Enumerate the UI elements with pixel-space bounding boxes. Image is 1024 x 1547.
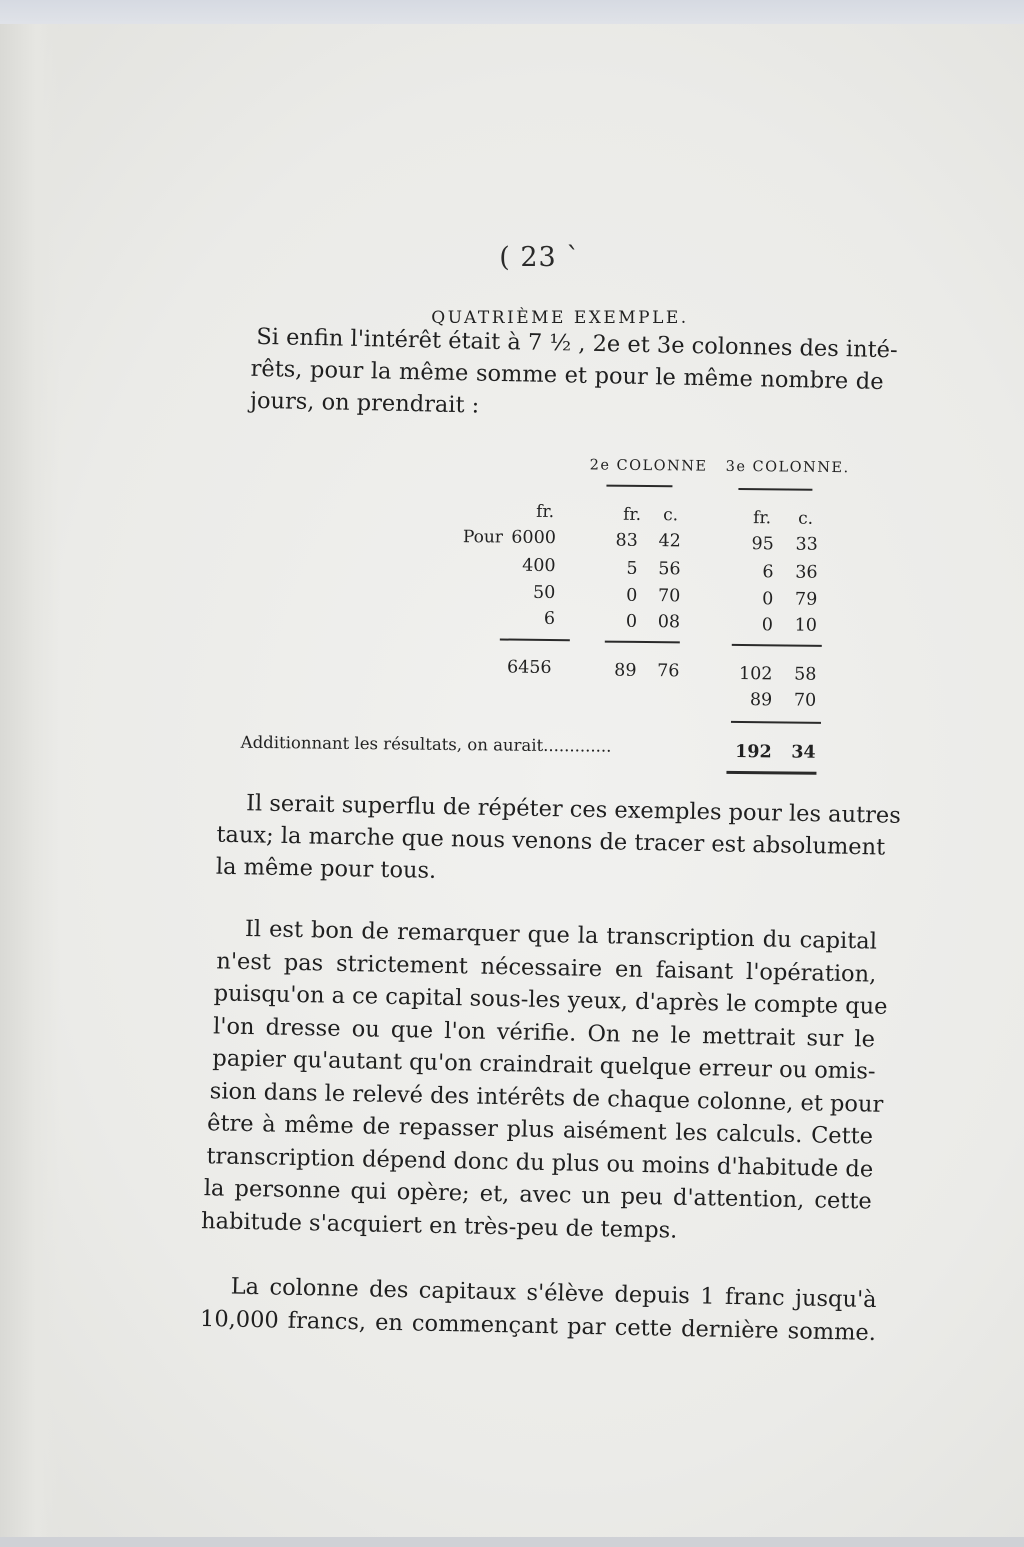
carry-c3-c: 70 [793, 690, 817, 711]
p1-line-2: taux; la marche que nous venons de tracer est absolument [216, 821, 886, 861]
pour-label: Pour [462, 527, 504, 548]
row3-capital: 50 [532, 582, 556, 604]
row3-c2-c: 70 [657, 586, 681, 607]
row1-c3-c: 33 [795, 534, 818, 555]
total-c2-c: 76 [657, 661, 680, 682]
row4-c2-fr: 0 [625, 611, 638, 632]
result-c: 34 [791, 742, 816, 763]
row3-c3-fr: 0 [762, 589, 774, 610]
total-capital: 6456 [506, 657, 552, 679]
p3-line-2: 10,000 francs, en commençant par cette dernière somme. [199, 1305, 877, 1347]
total-c3-fr: 102 [738, 663, 773, 685]
p2-line-8: transcription dépend donc du plus ou moins d'habitude de [206, 1143, 874, 1183]
p2-line-5: papier qu'autant qu'on craindrait quelque erreur ou omis- [212, 1045, 876, 1085]
row1-c2-fr: 83 [615, 530, 638, 551]
row2-c3-c: 36 [795, 562, 818, 583]
row2-c3-fr: 6 [762, 562, 774, 583]
row4-c2-c: 08 [657, 612, 681, 633]
p2-line-3: puisqu'on a ce capital sous-les yeux, d'après le compte que [213, 980, 888, 1020]
col3-unit-fr: fr. [753, 508, 772, 529]
row1-capital: 6000 [511, 527, 557, 549]
intro-line-1: Si enfin l'intérêt était à 7 ½ , 2e et 3e colonnes des inté- [256, 323, 898, 364]
total-c2-fr: 89 [614, 660, 637, 681]
row4-c3-c: 10 [794, 615, 818, 636]
carry-c3-fr: 89 [749, 690, 773, 711]
p2-line-2: n'est pas strictement nécessaire en faisant l'opération, [216, 948, 877, 988]
book-page [0, 24, 1024, 1537]
intro-line-2: rêts, pour la même somme et pour le même nombre de [250, 355, 884, 395]
p2-line-7: être à même de repasser plus aisément les calculs. Cette [206, 1110, 874, 1150]
p2-line-9: la personne qui opère; et, avec un peu d'attention, cette [203, 1175, 872, 1215]
col2-unit-c: c. [663, 505, 679, 526]
row2-capital: 400 [522, 555, 556, 577]
p2-line-10: habitude s'acquiert en très-peu de temps. [200, 1208, 678, 1244]
intro-line-3: jours, on prendrait : [249, 387, 480, 419]
total-c3-c: 58 [794, 664, 817, 685]
result-label: Additionnant les résultats, on aurait............. [240, 732, 612, 756]
p1-line-1: Il serait superflu de répéter ces exemples pour les autres [245, 790, 902, 829]
col3-header: 3e COLONNE. [725, 458, 850, 477]
section-heading: QUATRIÈME EXEMPLE. [431, 308, 689, 328]
row2-c2-c: 56 [658, 559, 681, 580]
row4-c3-fr: 0 [761, 615, 774, 636]
capital-unit: fr. [536, 501, 555, 523]
row1-c3-fr: 95 [751, 534, 774, 555]
p3-line-1: La colonne des capitaux s'élève depuis 1 franc jusqu'à [230, 1273, 877, 1314]
col2-unit-fr: fr. [623, 504, 642, 525]
p1-line-3: la même pour tous. [215, 853, 437, 884]
row1-c2-c: 42 [658, 531, 681, 552]
p2-line-1: Il est bon de remarquer que la transcription du capital [244, 915, 878, 955]
col2-header: 2e COLONNE [589, 457, 708, 475]
page-number: ( 23 ` [499, 242, 581, 273]
result-fr: 192 [735, 741, 772, 763]
p2-line-6: sion dans le relevé des intérêts de chaque colonne, et pour [209, 1078, 884, 1118]
row4-capital: 6 [543, 608, 556, 630]
col3-unit-c: c. [798, 508, 814, 529]
row2-c2-fr: 5 [626, 558, 638, 579]
paragraph-3 [0, 13, 1024, 1547]
row3-c3-c: 79 [794, 589, 818, 610]
p2-line-4: l'on dresse ou que l'on vérifie. On ne le mettrait sur le [212, 1013, 876, 1053]
row3-c2-fr: 0 [626, 585, 638, 606]
